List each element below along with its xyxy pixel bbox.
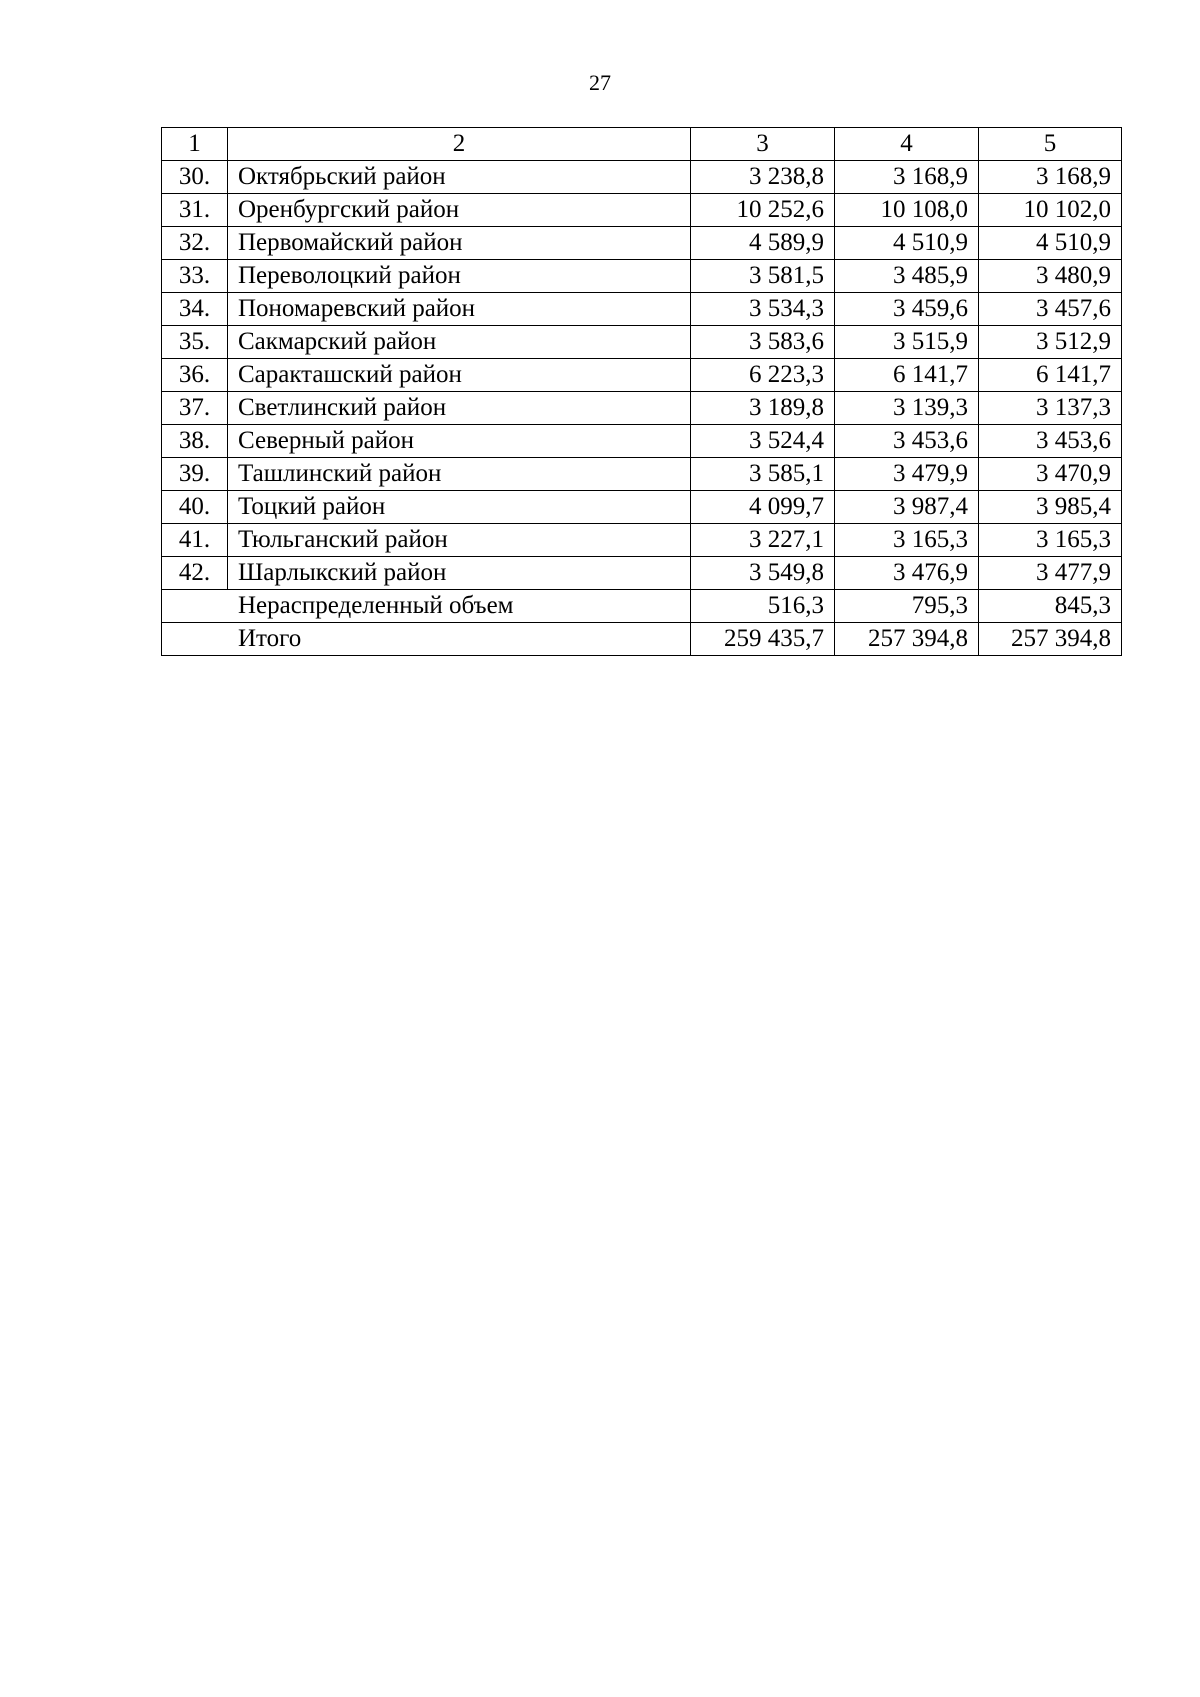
row-number: 38. [162, 425, 228, 458]
table-row [162, 194, 1122, 227]
district-name: Северный район [228, 425, 691, 458]
data-table [161, 127, 1122, 656]
value-col-4: 3 165,3 [835, 524, 979, 557]
value-col-3: 3 238,8 [691, 161, 835, 194]
table-row [162, 359, 1122, 392]
row-number: 35. [162, 326, 228, 359]
row-number: 30. [162, 161, 228, 194]
value-col-5: 10 102,0 [979, 194, 1122, 227]
table-row [162, 227, 1122, 260]
table-header-row [162, 128, 1122, 161]
total-row-col-5: 257 394,8 [979, 623, 1122, 656]
value-col-4: 3 987,4 [835, 491, 979, 524]
header-cell-1: 1 [162, 128, 228, 161]
header-cell-5: 5 [979, 128, 1122, 161]
unallocated-row-col-5: 845,3 [979, 590, 1122, 623]
value-col-4: 3 459,6 [835, 293, 979, 326]
header-cell-4: 4 [835, 128, 979, 161]
district-name: Октябрьский район [228, 161, 691, 194]
table-row [162, 524, 1122, 557]
total-row-col-3: 259 435,7 [691, 623, 835, 656]
value-col-3: 3 549,8 [691, 557, 835, 590]
value-col-3: 3 189,8 [691, 392, 835, 425]
total-row-label: Итого [162, 623, 691, 656]
row-number: 33. [162, 260, 228, 293]
value-col-4: 3 515,9 [835, 326, 979, 359]
value-col-5: 6 141,7 [979, 359, 1122, 392]
row-number: 32. [162, 227, 228, 260]
district-name: Переволоцкий район [228, 260, 691, 293]
row-number: 42. [162, 557, 228, 590]
row-number: 40. [162, 491, 228, 524]
district-name: Тоцкий район [228, 491, 691, 524]
value-col-5: 3 985,4 [979, 491, 1122, 524]
value-col-3: 4 589,9 [691, 227, 835, 260]
district-name: Ташлинский район [228, 458, 691, 491]
value-col-4: 3 139,3 [835, 392, 979, 425]
value-col-4: 3 453,6 [835, 425, 979, 458]
value-col-3: 3 524,4 [691, 425, 835, 458]
value-col-3: 3 585,1 [691, 458, 835, 491]
row-number: 39. [162, 458, 228, 491]
value-col-4: 6 141,7 [835, 359, 979, 392]
value-col-4: 3 479,9 [835, 458, 979, 491]
table-row [162, 326, 1122, 359]
value-col-4: 3 168,9 [835, 161, 979, 194]
district-name: Оренбургский район [228, 194, 691, 227]
page-number: 27 [589, 70, 611, 95]
value-col-3: 6 223,3 [691, 359, 835, 392]
district-name: Первомайский район [228, 227, 691, 260]
value-col-5: 3 470,9 [979, 458, 1122, 491]
value-col-5: 4 510,9 [979, 227, 1122, 260]
value-col-3: 10 252,6 [691, 194, 835, 227]
unallocated-row-col-3: 516,3 [691, 590, 835, 623]
district-name: Саракташский район [228, 359, 691, 392]
unallocated-row [162, 590, 1122, 623]
district-name: Светлинский район [228, 392, 691, 425]
total-row-col-4: 257 394,8 [835, 623, 979, 656]
district-name: Пономаревский район [228, 293, 691, 326]
table-row [162, 557, 1122, 590]
district-name: Тюльганский район [228, 524, 691, 557]
header-cell-3: 3 [691, 128, 835, 161]
value-col-5: 3 457,6 [979, 293, 1122, 326]
value-col-3: 3 581,5 [691, 260, 835, 293]
value-col-5: 3 165,3 [979, 524, 1122, 557]
row-number: 34. [162, 293, 228, 326]
district-name: Сакмарский район [228, 326, 691, 359]
row-number: 31. [162, 194, 228, 227]
table-row [162, 260, 1122, 293]
value-col-3: 3 583,6 [691, 326, 835, 359]
unallocated-row-label: Нераспределенный объем [162, 590, 691, 623]
unallocated-row-col-4: 795,3 [835, 590, 979, 623]
value-col-3: 3 227,1 [691, 524, 835, 557]
table-row [162, 458, 1122, 491]
value-col-3: 4 099,7 [691, 491, 835, 524]
table-row [162, 161, 1122, 194]
value-col-5: 3 137,3 [979, 392, 1122, 425]
district-name: Шарлыкский район [228, 557, 691, 590]
value-col-4: 10 108,0 [835, 194, 979, 227]
table-body [162, 128, 1122, 656]
value-col-5: 3 480,9 [979, 260, 1122, 293]
value-col-4: 3 476,9 [835, 557, 979, 590]
row-number: 41. [162, 524, 228, 557]
table-row [162, 293, 1122, 326]
header-cell-2: 2 [228, 128, 691, 161]
value-col-5: 3 168,9 [979, 161, 1122, 194]
value-col-3: 3 534,3 [691, 293, 835, 326]
value-col-5: 3 453,6 [979, 425, 1122, 458]
total-row [162, 623, 1122, 656]
table-row [162, 425, 1122, 458]
value-col-5: 3 477,9 [979, 557, 1122, 590]
value-col-5: 3 512,9 [979, 326, 1122, 359]
value-col-4: 3 485,9 [835, 260, 979, 293]
table-row [162, 491, 1122, 524]
row-number: 37. [162, 392, 228, 425]
value-col-4: 4 510,9 [835, 227, 979, 260]
row-number: 36. [162, 359, 228, 392]
table-row [162, 392, 1122, 425]
